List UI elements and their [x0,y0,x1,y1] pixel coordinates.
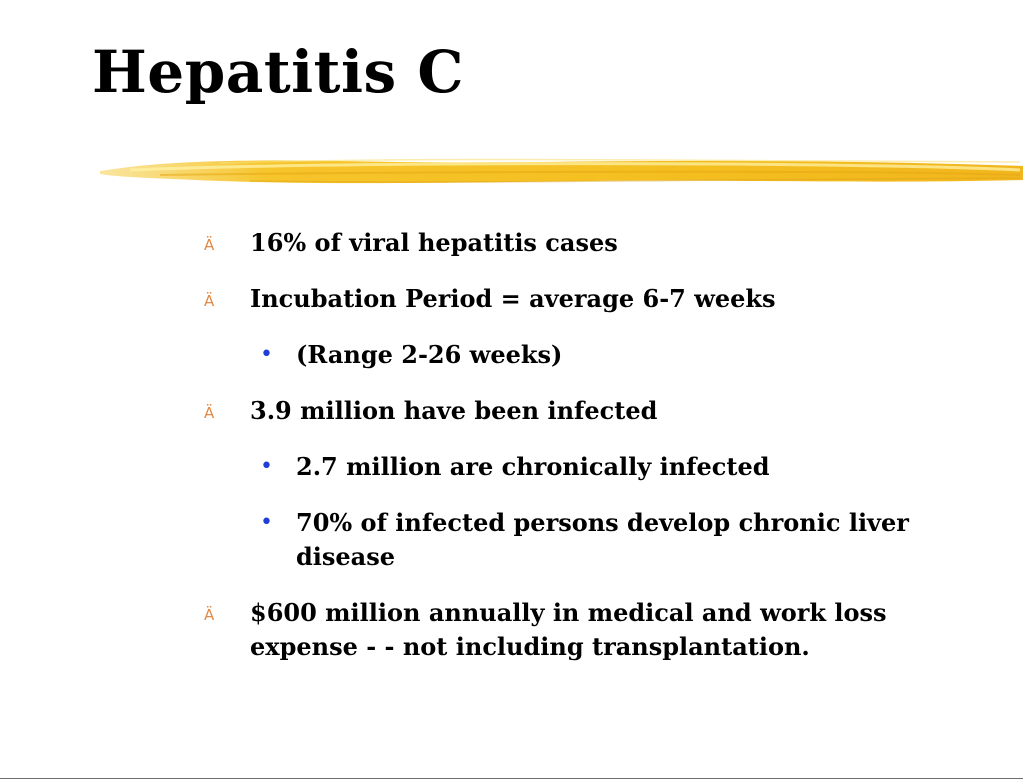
sub-bullet-item [260,338,936,372]
main-bullet-text: 3.9 million have been infected [250,396,658,425]
main-bullet-marker: Ä [204,236,215,254]
sub-bullet-item [260,450,936,484]
sub-bullet-text: 70% of infected persons develop chronic liver disease [296,508,909,571]
main-bullet-marker: Ä [204,292,215,310]
sub-bullet-text: 2.7 million are chronically infected [296,452,770,481]
bottom-divider-line [0,778,1023,779]
main-bullet-item [204,282,950,318]
slide-title: Hepatitis C [92,38,464,106]
main-bullet-item [204,394,950,430]
main-bullet-item [204,596,950,664]
sub-bullet-text: (Range 2-26 weeks) [296,340,563,369]
main-bullet-marker: Ä [204,606,215,624]
sub-bullet-marker: • [260,510,273,535]
main-bullet-item [204,226,950,262]
main-bullet-text: Incubation Period = average 6-7 weeks [250,284,776,313]
main-bullet-marker: Ä [204,404,215,422]
sub-bullet-marker: • [260,342,273,367]
main-bullet-text: 16% of viral hepatitis cases [250,228,618,257]
main-bullet-text: $600 million annually in medical and work loss expense - - not including transplantation. [250,598,887,661]
sub-bullet-item [260,506,936,574]
sub-bullet-marker: • [260,454,273,479]
